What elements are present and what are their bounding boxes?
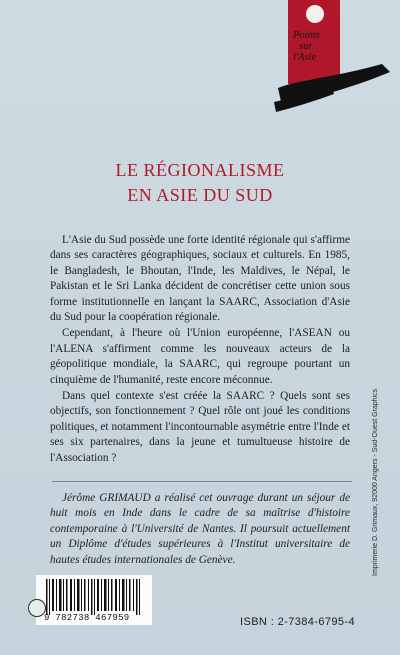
blurb-paragraph: L'Asie du Sud possède une forte identité régionale qui s'affirme dans ses caractères géographiques, sociaux et culturels. En 1985, le Bangladesh, le Bhoutan, l'Inde, les Maldives, le Népal, le Pakistan et le Sri Lanka décident de concrétiser cette union sous forme institutionnelle en lançant la SAARC, Association d'Asie du Sud pour la coopération régionale. (50, 234, 350, 324)
barcode (36, 575, 152, 625)
author-bio (50, 491, 350, 568)
blurb (50, 233, 350, 467)
printer-credit: Imprimerie D. Grimaux, 92000 Angers - Sud-Ouest Graphics (372, 388, 379, 576)
series-line-1: Points (293, 30, 320, 41)
logo-dot-icon (306, 5, 324, 23)
book-title-line-1: LE RÉGIONALISME (115, 160, 285, 180)
separator-rule (52, 481, 352, 482)
series-line-3: l'Asie (293, 52, 317, 63)
blurb-paragraph: Cependant, à l'heure où l'Union européenne, l'ASEAN ou l'ALENA s'affirment comme les nouveaux acteurs de la géopolitique mondiale, la SAARC, qui regroupe pourtant un cinquième de l'humanité, reste encore méconnue. (50, 327, 350, 386)
swoosh-brushstroke-icon (272, 58, 392, 118)
recycle-icon (28, 599, 46, 617)
author-bio-text: Jérôme GRIMAUD a réalisé cet ouvrage durant un séjour de huit mois en Inde dans le cadre de sa maîtrise d'histoire contemporaine à l'Université de Nantes. Il poursuit actuellement un Diplôme d'études supérieures à l'Institut universitaire de hautes études internationales de Genève. (50, 492, 350, 566)
book-title-line-2: EN ASIE DU SUD (127, 185, 273, 205)
isbn: ISBN : 2-7384-6795-4 (240, 616, 356, 628)
blurb-paragraph: Dans quel contexte s'est créée la SAARC ? Quels sont ses objectifs, son fonctionnement ? Quel rôle ont joué les conditions politiques, et notamment l'incontournable asymétrie entre l'Inde et ses six partenaires, dans la jeune et tumultueuse histoire de l'Association ? (50, 390, 350, 464)
barcode-bars-icon (36, 575, 152, 615)
series-line-2: sur (299, 41, 313, 52)
barcode-digits: 9 782738 467959 (44, 613, 130, 623)
